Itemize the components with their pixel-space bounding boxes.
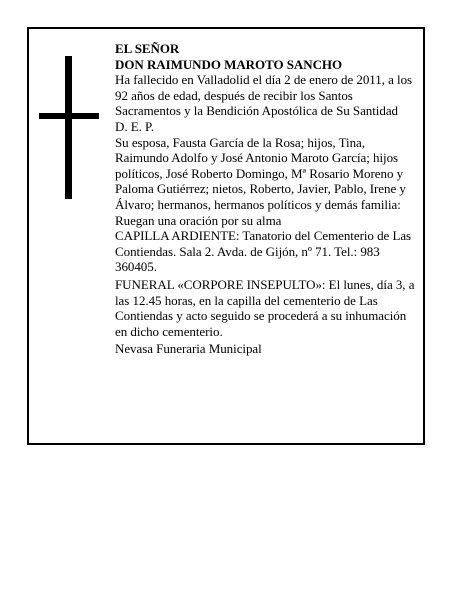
funeral-info: FUNERAL «CORPORE INSEPULTO»: El lunes, día 3, a las 12.45 horas, en la capilla del cementerio de Las Contiendas y acto seguido se procederá a su inhumación en dicho cementerio.	[115, 276, 415, 339]
deceased-name: DON RAIMUNDO MAROTO SANCHO	[115, 56, 343, 72]
cross-icon	[39, 56, 99, 199]
cross-vertical-bar	[65, 56, 72, 199]
rest-in-peace: D. E. P.	[115, 118, 154, 134]
obituary-notice	[27, 27, 425, 445]
funeral-home: Nevasa Funeraria Municipal	[115, 341, 262, 357]
cross-horizontal-bar	[39, 113, 99, 119]
prayer-request: Ruegan una oración por su alma	[115, 212, 282, 228]
chapel-info: CAPILLA ARDIENTE: Tanatorio del Cementerio de Las Contiendas. Sala 2. Avda. de Gijón, nº 71. Tel.: 983 360405.	[115, 228, 412, 275]
heading-title: EL SEÑOR	[115, 41, 180, 56]
notice-text	[115, 41, 421, 357]
death-info: Ha fallecido en Valladolid el día 2 de enero de 2011, a los 92 años de edad, después de recibir los Santos Sacramentos y la Bendición Apostólica de Su Santidad	[115, 72, 413, 119]
family-list: Su esposa, Fausta García de la Rosa; hijos, Tina, Raimundo Adolfo y José Antonio Maroto García; hijos políticos, José Roberto Domingo, Mª Rosario Moreno y Paloma Gutiérrez; nietos, Roberto, Javier, Pablo, Irene y Álvaro; hermanos, hermanos políticos y demás familia:	[115, 134, 406, 212]
